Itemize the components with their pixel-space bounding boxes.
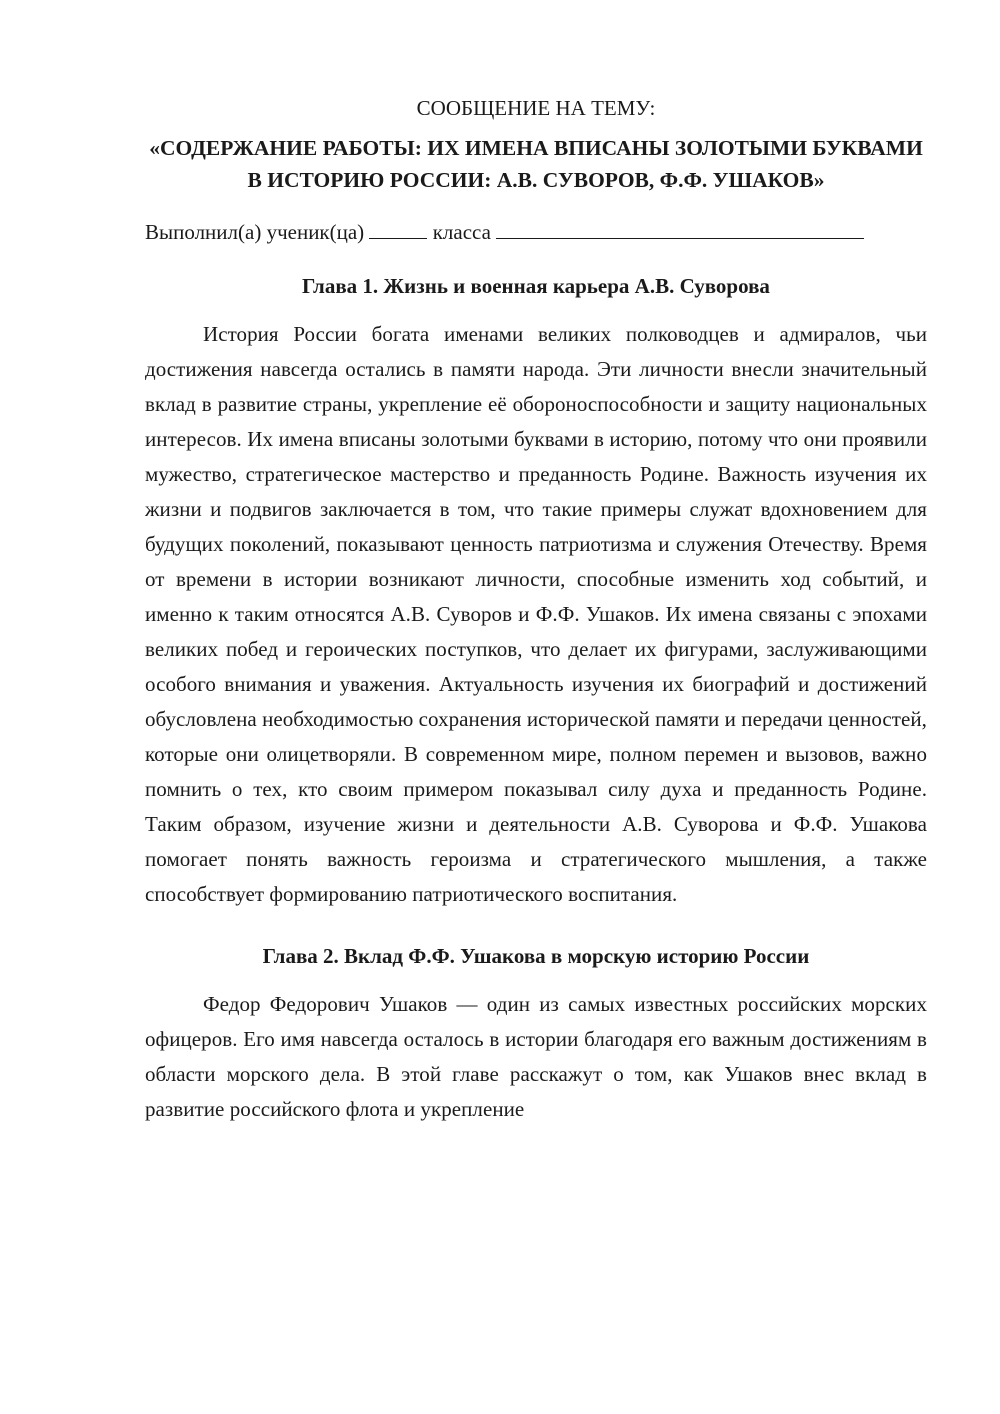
chapter-1-heading: Глава 1. Жизнь и военная карьера А.В. Суворова (302, 274, 770, 298)
class-label: класса (432, 220, 491, 244)
student-name-blank (496, 218, 864, 239)
author-line (145, 216, 927, 248)
document-page (145, 92, 927, 1127)
document-title: «СОДЕРЖАНИЕ РАБОТЫ: ИХ ИМЕНА ВПИСАНЫ ЗОЛОТЫМИ БУКВАМИ В ИСТОРИЮ РОССИИ: А.В. СУВОРОВ, Ф.Ф. УШАКОВ» (149, 136, 923, 192)
chapter-2-paragraph: Федор Федорович Ушаков — один из самых известных российских морских офицеров. Его имя навсегда осталось в истории благодаря его важным достижениям в области морского дела. В этой главе расскажут о том, как Ушаков внес вклад в развитие российского флота и укрепление (145, 992, 927, 1121)
chapter-1-paragraph: История России богата именами великих полководцев и адмиралов, чьи достижения навсегда остались в памяти народа. Эти личности внесли значительный вклад в развитие страны, укрепление её обороноспособности и защиту национальных интересов. Их имена вписаны золотыми буквами в историю, потому что они проявили мужество, стратегическое мастерство и преданность Родине. Важность изучения их жизни и подвигов заключается в том, что такие примеры служат вдохновением для будущих поколений, показывают ценность патриотизма и служения Отечеству. Время от времени в истории возникают личности, способные изменить ход событий, и именно к таким относятся А.В. Суворов и Ф.Ф. Ушаков. Их имена связаны с эпохами великих побед и героических поступков, что делает их фигурами, заслуживающими особого внимания и уважения. Актуальность изучения их биографий и достижений обусловлена необходимостью сохранения исторической памяти и передачи ценностей, которые они олицетворяли. В современном мире, полном перемен и вызовов, важно помнить о тех, кто своим примером показывал силу духа и преданность Родине. Таким образом, изучение жизни и деятельности А.В. Суворова и Ф.Ф. Ушакова помогает понять важность героизма и стратегического мышления, а также способствует формированию патриотического воспитания. (145, 322, 927, 906)
performed-label: Выполнил(а) ученик(ца) (145, 220, 365, 244)
document-topic: СООБЩЕНИЕ НА ТЕМУ: (416, 96, 656, 120)
chapter-2-heading: Глава 2. Вклад Ф.Ф. Ушакова в морскую историю России (262, 944, 810, 968)
class-number-blank (369, 218, 427, 239)
